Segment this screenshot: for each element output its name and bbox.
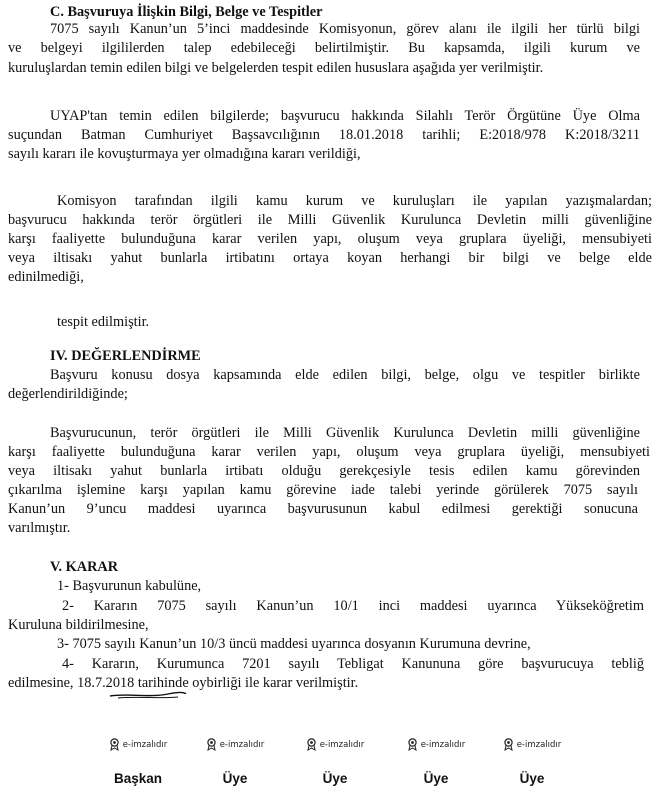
e-signature-stamp: [180, 738, 290, 751]
signature-block: [280, 738, 390, 786]
section-c-p3-line-1: Komisyon tarafından ilgili kamu kurum ve kuruluşları ile yapılan yazışmalardan;: [57, 193, 652, 209]
signature-role: Üye: [423, 771, 449, 786]
section-c-p3-line-3: karşı faaliyette bulunduğuna karar verilen yapı, oluşum veya gruplara üyeliği, mensubiyeti: [8, 231, 652, 247]
e-signature-label: e-imzalıdır: [122, 739, 168, 750]
e-signature-label: e-imzalıdır: [319, 739, 365, 750]
section-c-p4: tespit edilmiştir.: [57, 314, 150, 330]
section-v-heading: V. KARAR: [50, 559, 119, 575]
section-c-p1-line-1: 7075 sayılı Kanun’un 5’inci maddesinde Komisyonun, görev alanı ile ilgili her türlü bilgi: [50, 21, 640, 37]
signature-role: Başkan: [113, 771, 163, 786]
signature-block: [477, 738, 587, 786]
e-signature-stamp: [477, 738, 587, 751]
signature-role: Üye: [519, 771, 545, 786]
seal-icon: [407, 738, 418, 751]
section-iv-p1-line-1: Başvuru konusu dosya kapsamında elde edilen bilgi, belge, olgu ve tespitler birlikte: [50, 367, 640, 383]
signature-block: [381, 738, 491, 786]
seal-icon: [306, 738, 317, 751]
section-c-p1-line-3: kuruluşlardan temin edilen bilgi ve belgelerden tespit edilen hususlara aşağıda yer verilmiştir.: [8, 60, 544, 76]
seal-icon: [206, 738, 217, 751]
e-signature-label: e-imzalıdır: [420, 739, 466, 750]
section-c-p1-line-2: ve belgeyi ilgililerden talep edebileceği belirtilmiştir. Bu kapsamda, ilgili kurum ve: [8, 40, 640, 56]
section-c-heading: C. Başvuruya İlişkin Bilgi, Belge ve Tespitler: [50, 4, 323, 20]
karar-item-1: 1- Başvurunun kabulüne,: [57, 578, 202, 594]
section-iv-p2-line-1: Başvurucunun, terör örgütleri ile Milli Güvenlik Kurulunca Devletin milli güvenliğine: [50, 425, 640, 441]
e-signature-label: e-imzalıdır: [219, 739, 265, 750]
section-iv-p1-line-2: değerlendirildiğinde;: [8, 386, 128, 402]
section-c-p2-line-1: UYAP'tan temin edilen bilgilerde; başvurucu hakkında Silahlı Terör Örgütüne Üye Olma: [50, 108, 640, 124]
section-c-p2-line-2: suçundan Batman Cumhuriyet Başsavcılığının 18.01.2018 tarihli; E:2018/978 K:2018/3211: [8, 127, 640, 143]
karar-item-4-continued: edilmesine, 18.7.2018 tarihinde oybirliği ile karar verilmiştir.: [8, 675, 359, 691]
karar-item-2: 2- Kararın 7075 sayılı Kanun’un 10/1 inci maddesi uyarınca Yükseköğretim: [62, 598, 644, 614]
e-signature-stamp: [280, 738, 390, 751]
section-iv-heading: IV. DEĞERLENDİRME: [50, 348, 201, 364]
e-signature-label: e-imzalıdır: [516, 739, 562, 750]
karar-item-3: 3- 7075 sayılı Kanun’un 10/3 üncü maddesi uyarınca dosyanın Kurumuna devrine,: [57, 636, 531, 652]
e-signature-stamp: [83, 738, 193, 751]
section-c-p3-line-4: veya iltisakı yahut bunlarla irtibatını ortaya koyan herhangi bir bilgi ve belge elde: [8, 250, 652, 266]
signature-block: [180, 738, 290, 786]
section-iv-p2-line-2: karşı faaliyette bulunduğuna karar verilen yapı, oluşum veya gruplara üyeliği, mensubiyeti: [8, 444, 650, 460]
section-iv-p2-line-4: çıkarılma işlemine karşı yapılan kamu görevine iade talebi yerinde görülerek 7075 sayılı: [8, 482, 638, 498]
handwritten-underline: [108, 689, 188, 701]
signature-role: Üye: [322, 771, 348, 786]
karar-item-2-continued: Kuruluna bildirilmesine,: [8, 617, 149, 633]
section-iv-p2-line-3: veya iltisakı yahut bunlarla irtibatı olduğu gerekçesiyle tesis edilen kamu görevinden: [8, 463, 640, 479]
seal-icon: [109, 738, 120, 751]
seal-icon: [503, 738, 514, 751]
signature-role: Üye: [222, 771, 248, 786]
section-c-p2-line-3: sayılı kararı ile kovuşturmaya yer olmadığına kararı verildiği,: [8, 146, 361, 162]
section-c-p3-line-2: başvurucu hakkında terör örgütleri ile Milli Güvenlik Kurulunca Devletin milli güvenliğine: [8, 212, 652, 228]
signature-block: [83, 738, 193, 786]
section-iv-p2-line-5: Kanun’un 9’uncu maddesi uyarınca başvurusunun kabul edilmesi gerektiği sonucuna: [8, 501, 638, 517]
e-signature-stamp: [381, 738, 491, 751]
section-iv-p2-line-6: varılmıştır.: [8, 520, 71, 536]
signature-row: [0, 738, 660, 796]
karar-item-4: 4- Kararın, Kurumunca 7201 sayılı Tebligat Kanununa göre başvurucuya tebliğ: [62, 656, 644, 672]
section-c-p3-line-5: edinilmediği,: [8, 269, 84, 285]
